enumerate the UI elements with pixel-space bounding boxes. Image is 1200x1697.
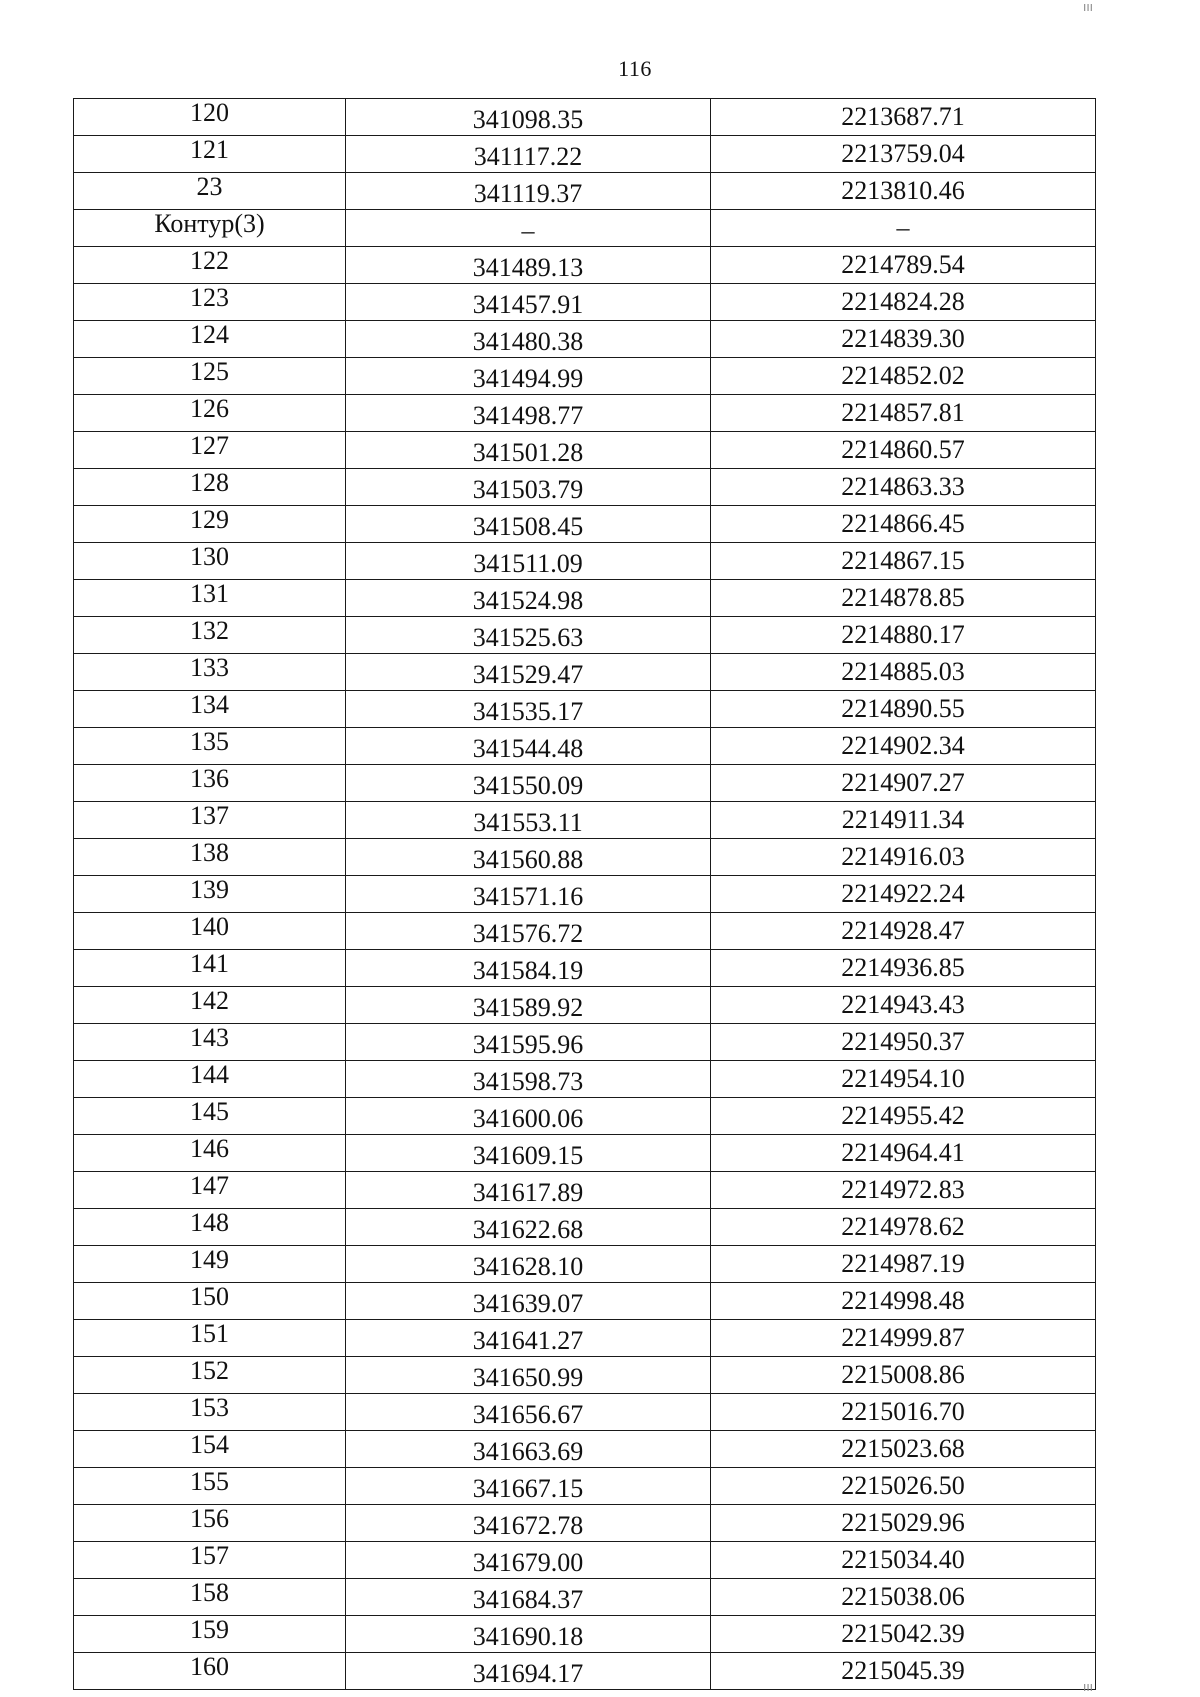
y-coordinate-cell: 2214998.48	[711, 1283, 1096, 1320]
point-number-cell: 139	[74, 876, 346, 913]
table-row	[74, 1357, 1096, 1394]
point-number-cell: 155	[74, 1468, 346, 1505]
x-coordinate-cell: 341598.73	[346, 1061, 711, 1098]
table-row	[74, 1653, 1096, 1690]
x-coordinate-cell: 341595.96	[346, 1024, 711, 1061]
coordinates-table-body	[74, 99, 1096, 1690]
point-number-cell: 154	[74, 1431, 346, 1468]
scan-edge-mark: ııı	[1083, 0, 1094, 14]
point-number-cell: 123	[74, 284, 346, 321]
y-coordinate-cell: 2214878.85	[711, 580, 1096, 617]
point-number-cell: 133	[74, 654, 346, 691]
table-row	[74, 1209, 1096, 1246]
x-coordinate-cell: 341494.99	[346, 358, 711, 395]
table-row	[74, 284, 1096, 321]
point-number-cell: 122	[74, 247, 346, 284]
x-coordinate-cell: 341628.10	[346, 1246, 711, 1283]
x-coordinate-cell: 341503.79	[346, 469, 711, 506]
y-coordinate-cell: 2214866.45	[711, 506, 1096, 543]
point-number-cell: 150	[74, 1283, 346, 1320]
y-coordinate-cell: 2215023.68	[711, 1431, 1096, 1468]
point-number-cell: 137	[74, 802, 346, 839]
y-coordinate-cell: 2214852.02	[711, 358, 1096, 395]
table-row	[74, 136, 1096, 173]
x-coordinate-cell: 341650.99	[346, 1357, 711, 1394]
table-row	[74, 728, 1096, 765]
x-coordinate-cell: 341098.35	[346, 99, 711, 136]
table-row	[74, 1061, 1096, 1098]
table-row	[74, 802, 1096, 839]
y-coordinate-cell: 2214907.27	[711, 765, 1096, 802]
y-coordinate-cell: 2214955.42	[711, 1098, 1096, 1135]
x-coordinate-cell: 341672.78	[346, 1505, 711, 1542]
x-coordinate-cell: 341622.68	[346, 1209, 711, 1246]
y-coordinate-cell: 2214863.33	[711, 469, 1096, 506]
point-number-cell: 144	[74, 1061, 346, 1098]
table-row	[74, 1579, 1096, 1616]
table-row	[74, 1505, 1096, 1542]
y-coordinate-cell: 2215016.70	[711, 1394, 1096, 1431]
table-row	[74, 1394, 1096, 1431]
x-coordinate-cell: 341576.72	[346, 913, 711, 950]
point-number-cell: 148	[74, 1209, 346, 1246]
coordinates-table	[73, 98, 1096, 1690]
table-row	[74, 950, 1096, 987]
table-row	[74, 506, 1096, 543]
table-row	[74, 1246, 1096, 1283]
table-row	[74, 321, 1096, 358]
point-number-cell: 157	[74, 1542, 346, 1579]
point-number-cell: 140	[74, 913, 346, 950]
point-number-cell: 128	[74, 469, 346, 506]
y-coordinate-cell: 2214839.30	[711, 321, 1096, 358]
x-coordinate-cell: 341571.16	[346, 876, 711, 913]
point-number-cell: 147	[74, 1172, 346, 1209]
x-coordinate-cell: 341480.38	[346, 321, 711, 358]
x-coordinate-cell: 341498.77	[346, 395, 711, 432]
table-row	[74, 1172, 1096, 1209]
table-row	[74, 654, 1096, 691]
point-number-cell: 125	[74, 358, 346, 395]
x-coordinate-cell: 341679.00	[346, 1542, 711, 1579]
point-number-cell: 158	[74, 1579, 346, 1616]
table-row	[74, 1024, 1096, 1061]
x-coordinate-cell: 341667.15	[346, 1468, 711, 1505]
x-coordinate-cell: 341508.45	[346, 506, 711, 543]
x-coordinate-cell: 341457.91	[346, 284, 711, 321]
table-row	[74, 580, 1096, 617]
y-coordinate-cell: 2214890.55	[711, 691, 1096, 728]
y-coordinate-cell: 2215045.39	[711, 1653, 1096, 1690]
table-row	[74, 1542, 1096, 1579]
y-coordinate-cell: 2213810.46	[711, 173, 1096, 210]
y-coordinate-cell: 2214928.47	[711, 913, 1096, 950]
y-coordinate-cell: 2214824.28	[711, 284, 1096, 321]
x-coordinate-cell: 341694.17	[346, 1653, 711, 1690]
y-coordinate-cell: 2213759.04	[711, 136, 1096, 173]
table-row	[74, 765, 1096, 802]
x-coordinate-cell: 341525.63	[346, 617, 711, 654]
scan-edge-mark: ııı	[1083, 1680, 1094, 1694]
table-row	[74, 617, 1096, 654]
table-row	[74, 469, 1096, 506]
y-coordinate-cell: 2214789.54	[711, 247, 1096, 284]
table-row	[74, 1320, 1096, 1357]
table-row	[74, 1135, 1096, 1172]
table-row	[74, 987, 1096, 1024]
y-coordinate-cell: 2214867.15	[711, 543, 1096, 580]
x-coordinate-cell: 341560.88	[346, 839, 711, 876]
x-coordinate-cell: 341600.06	[346, 1098, 711, 1135]
x-coordinate-cell: 341550.09	[346, 765, 711, 802]
table-row	[74, 247, 1096, 284]
y-coordinate-cell: 2214922.24	[711, 876, 1096, 913]
y-coordinate-cell: 2214860.57	[711, 432, 1096, 469]
table-row	[74, 395, 1096, 432]
point-number-cell: 135	[74, 728, 346, 765]
point-number-cell: 149	[74, 1246, 346, 1283]
point-number-cell: 146	[74, 1135, 346, 1172]
x-coordinate-cell: 341639.07	[346, 1283, 711, 1320]
point-number-cell: 156	[74, 1505, 346, 1542]
table-row	[74, 1283, 1096, 1320]
x-coordinate-cell: 341489.13	[346, 247, 711, 284]
point-number-cell: 120	[74, 99, 346, 136]
table-row	[74, 876, 1096, 913]
point-number-cell: 152	[74, 1357, 346, 1394]
point-number-cell: 142	[74, 987, 346, 1024]
y-coordinate-cell: 2214999.87	[711, 1320, 1096, 1357]
x-coordinate-cell: 341684.37	[346, 1579, 711, 1616]
point-number-cell: 160	[74, 1653, 346, 1690]
y-coordinate-cell: 2215038.06	[711, 1579, 1096, 1616]
y-coordinate-cell: 2214936.85	[711, 950, 1096, 987]
point-number-cell: 134	[74, 691, 346, 728]
point-number-cell: 131	[74, 580, 346, 617]
x-coordinate-cell: 341609.15	[346, 1135, 711, 1172]
point-number-cell: 145	[74, 1098, 346, 1135]
x-coordinate-cell: 341641.27	[346, 1320, 711, 1357]
point-number-cell: 141	[74, 950, 346, 987]
x-coordinate-cell: 341663.69	[346, 1431, 711, 1468]
point-number-cell: 151	[74, 1320, 346, 1357]
y-coordinate-cell: 2214885.03	[711, 654, 1096, 691]
x-coordinate-cell: 341524.98	[346, 580, 711, 617]
y-coordinate-cell: 2215029.96	[711, 1505, 1096, 1542]
y-coordinate-cell: 2214943.43	[711, 987, 1096, 1024]
x-coordinate-cell: 341584.19	[346, 950, 711, 987]
table-row	[74, 1098, 1096, 1135]
x-coordinate-cell: 341617.89	[346, 1172, 711, 1209]
table-row	[74, 913, 1096, 950]
point-number-cell: 143	[74, 1024, 346, 1061]
y-coordinate-cell: 2214902.34	[711, 728, 1096, 765]
y-coordinate-cell: 2214964.41	[711, 1135, 1096, 1172]
x-coordinate-cell: 341553.11	[346, 802, 711, 839]
point-number-cell: 138	[74, 839, 346, 876]
point-number-cell: 126	[74, 395, 346, 432]
point-number-cell: 153	[74, 1394, 346, 1431]
point-number-cell: 132	[74, 617, 346, 654]
point-number-cell: 121	[74, 136, 346, 173]
x-coordinate-cell: 341511.09	[346, 543, 711, 580]
x-coordinate-cell: 341117.22	[346, 136, 711, 173]
y-coordinate-cell: 2214916.03	[711, 839, 1096, 876]
x-coordinate-cell: 341501.28	[346, 432, 711, 469]
y-coordinate-cell: 2214987.19	[711, 1246, 1096, 1283]
table-row	[74, 210, 1096, 247]
point-number-cell: 130	[74, 543, 346, 580]
table-row	[74, 1616, 1096, 1653]
y-coordinate-cell: 2214911.34	[711, 802, 1096, 839]
table-row	[74, 173, 1096, 210]
table-row	[74, 432, 1096, 469]
x-coordinate-cell: 341589.92	[346, 987, 711, 1024]
y-coordinate-cell: 2213687.71	[711, 99, 1096, 136]
x-coordinate-cell: 341544.48	[346, 728, 711, 765]
table-row	[74, 691, 1096, 728]
point-number-cell: 127	[74, 432, 346, 469]
y-coordinate-cell: 2215026.50	[711, 1468, 1096, 1505]
point-number-cell: Контур(3)	[74, 210, 346, 247]
point-number-cell: 159	[74, 1616, 346, 1653]
point-number-cell: 124	[74, 321, 346, 358]
y-coordinate-cell: 2214978.62	[711, 1209, 1096, 1246]
table-row	[74, 543, 1096, 580]
y-coordinate-cell: 2215034.40	[711, 1542, 1096, 1579]
y-coordinate-cell: 2215042.39	[711, 1616, 1096, 1653]
y-coordinate-cell: 2214857.81	[711, 395, 1096, 432]
table-row	[74, 1431, 1096, 1468]
x-coordinate-cell: –	[346, 210, 711, 247]
y-coordinate-cell: 2214950.37	[711, 1024, 1096, 1061]
table-row	[74, 358, 1096, 395]
table-row	[74, 99, 1096, 136]
y-coordinate-cell: 2215008.86	[711, 1357, 1096, 1394]
table-row	[74, 1468, 1096, 1505]
x-coordinate-cell: 341119.37	[346, 173, 711, 210]
point-number-cell: 136	[74, 765, 346, 802]
page-number: 116	[618, 56, 652, 81]
x-coordinate-cell: 341529.47	[346, 654, 711, 691]
x-coordinate-cell: 341656.67	[346, 1394, 711, 1431]
y-coordinate-cell: 2214954.10	[711, 1061, 1096, 1098]
point-number-cell: 23	[74, 173, 346, 210]
y-coordinate-cell: 2214972.83	[711, 1172, 1096, 1209]
y-coordinate-cell: –	[711, 210, 1096, 247]
table-row	[74, 839, 1096, 876]
point-number-cell: 129	[74, 506, 346, 543]
y-coordinate-cell: 2214880.17	[711, 617, 1096, 654]
x-coordinate-cell: 341535.17	[346, 691, 711, 728]
x-coordinate-cell: 341690.18	[346, 1616, 711, 1653]
